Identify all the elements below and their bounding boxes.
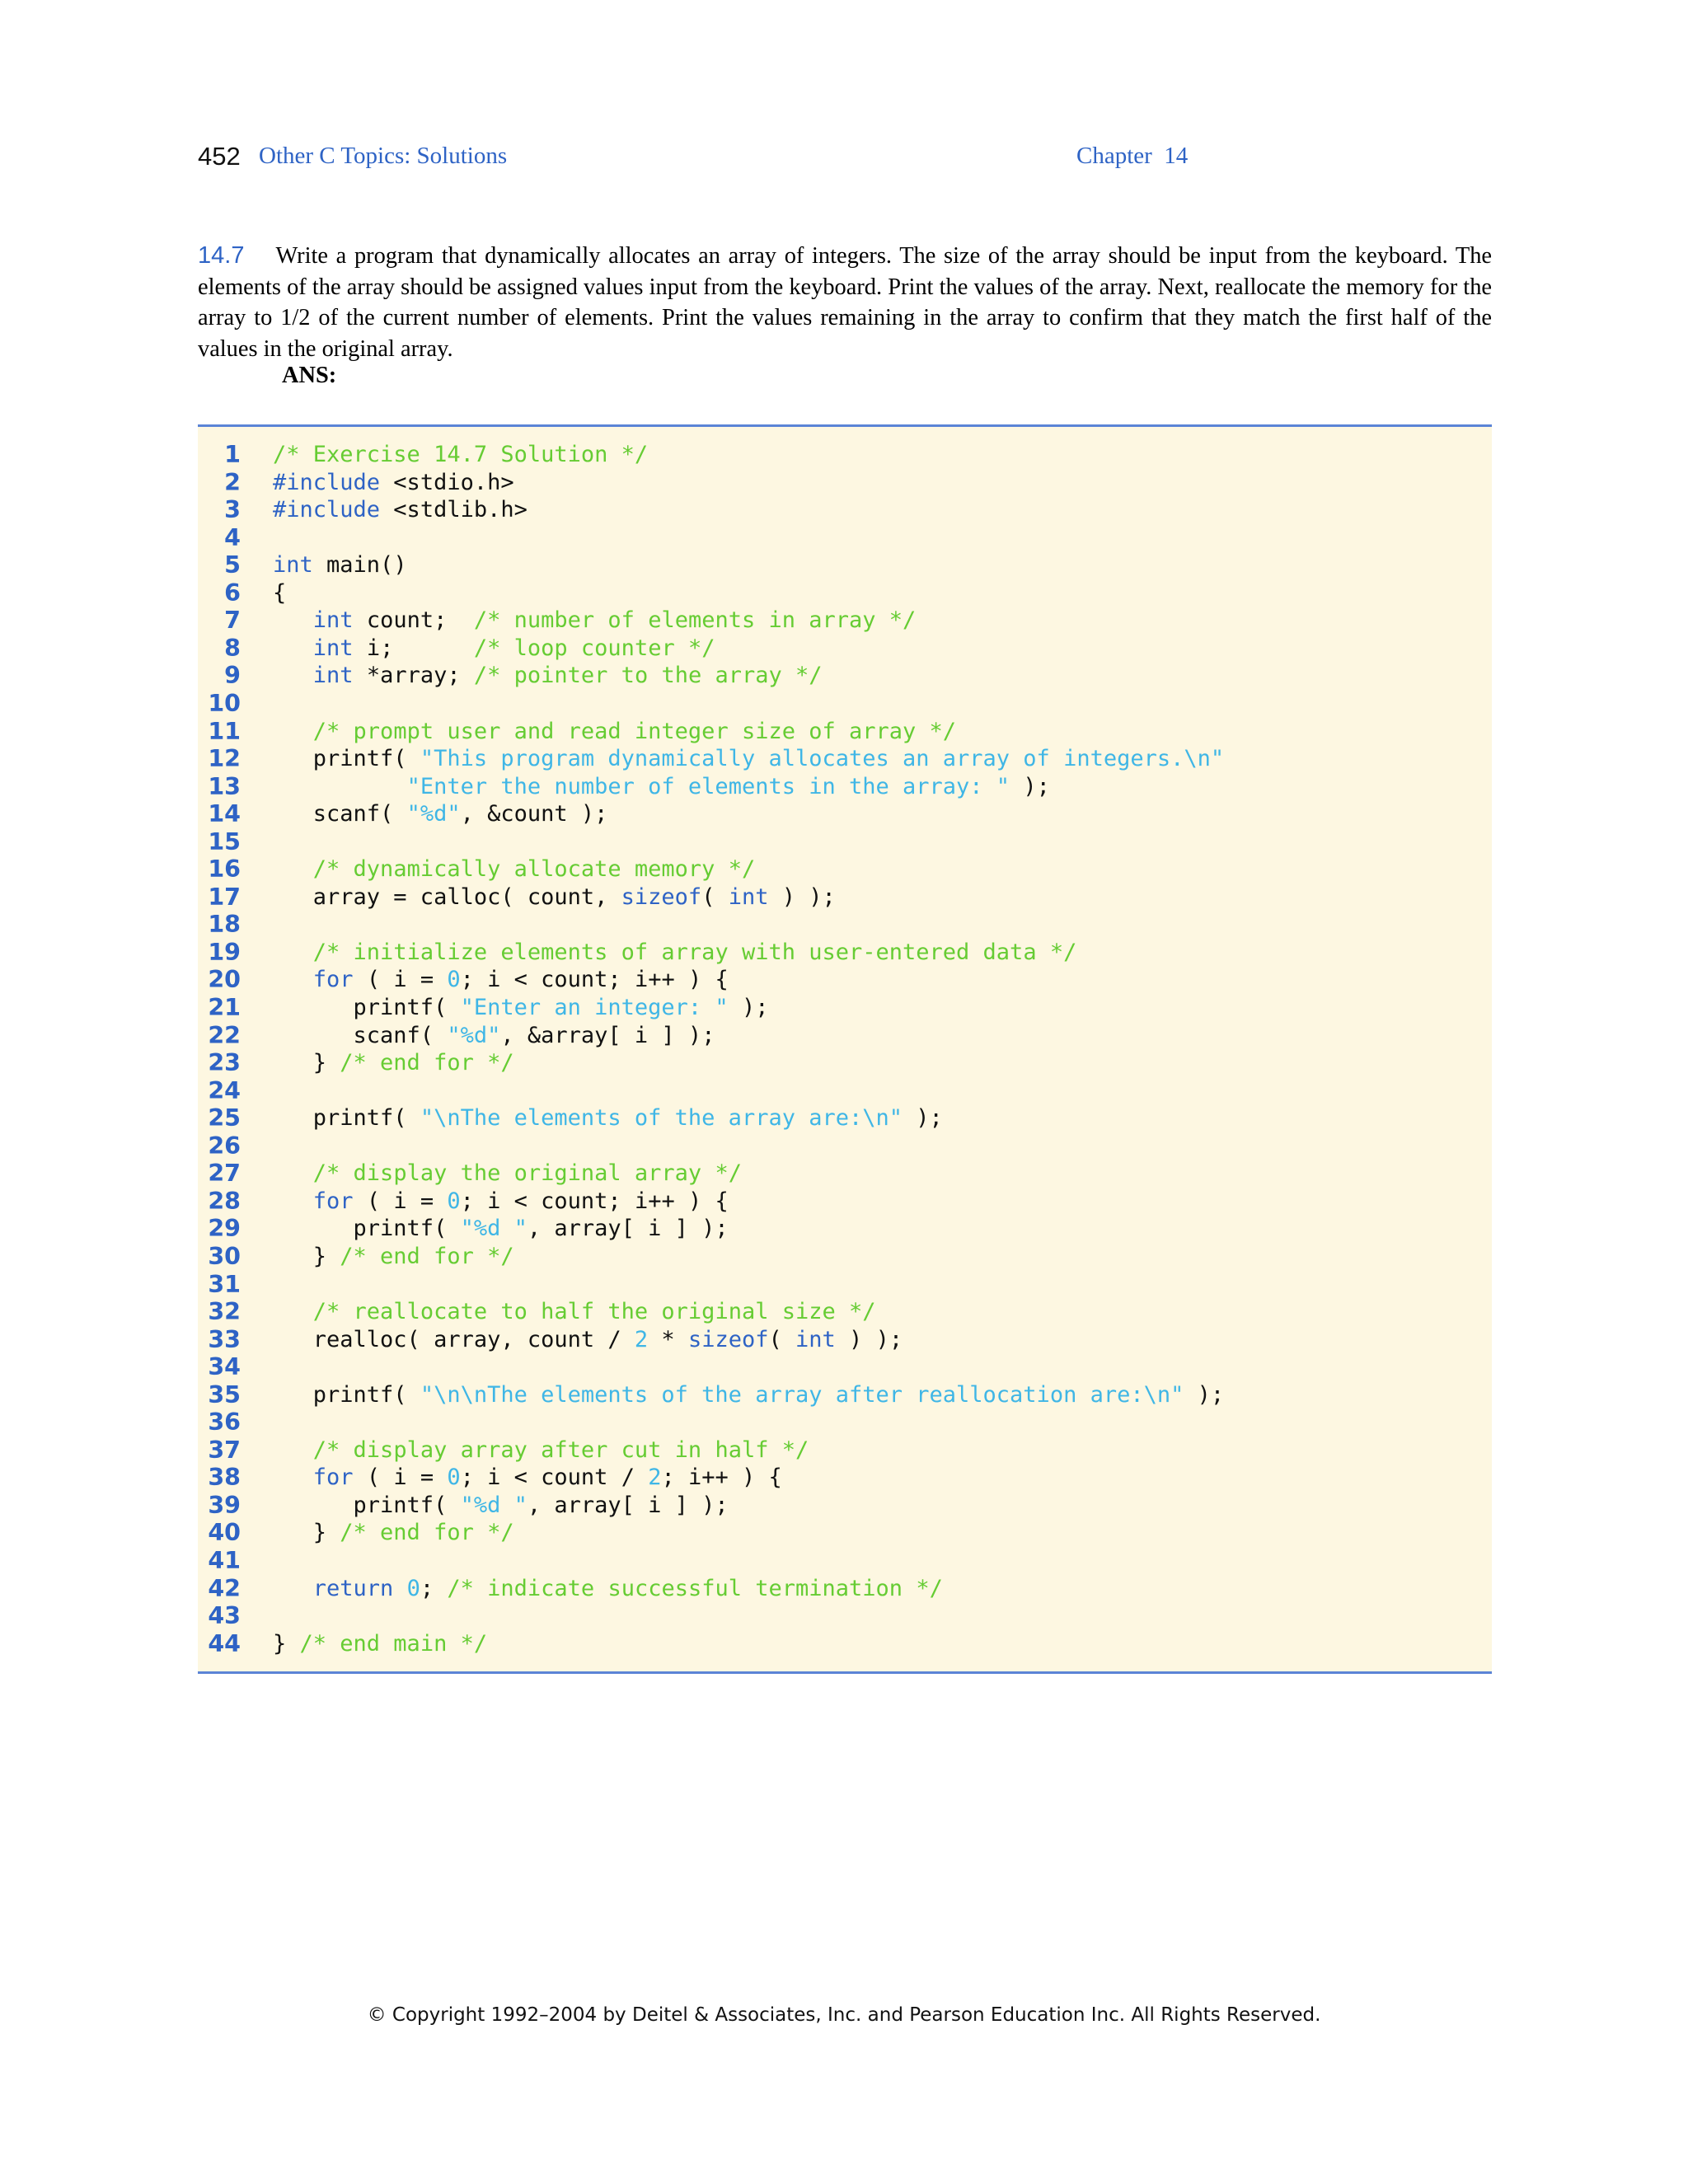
code-token-plain: count;: [353, 607, 474, 634]
code-token-keyword: int: [795, 1326, 836, 1352]
code-token-keyword: for: [312, 967, 354, 993]
line-number: 41: [208, 1547, 241, 1574]
code-token-plain: , &count );: [460, 801, 608, 827]
line-number: 18: [208, 911, 241, 939]
code-text: [273, 1298, 876, 1326]
code-token-plain: );: [903, 1105, 943, 1132]
exercise-text: Write a program that dynamically allocates an array of integers. The size of the array should be input from the keyboard. The elements of the array should be assigned values input from the keyboard. Print the values of the array. Next, reallocate the memory for the array to 1/2 of the current number of elements. Print the values remaining in the array to confirm that they match the first half of the values in the original array.: [198, 243, 1492, 362]
code-text: [273, 1436, 809, 1465]
code-line: [198, 1575, 1492, 1603]
code-text: [273, 1519, 514, 1547]
code-token-comment: /* reallocate to half the original size */: [312, 1299, 876, 1325]
code-token-plain: main(): [312, 552, 407, 579]
code-text: [273, 579, 286, 607]
code-token-plain: (: [701, 883, 729, 910]
code-text: [273, 469, 514, 497]
line-number: 25: [208, 1104, 241, 1132]
line-number: 40: [208, 1519, 241, 1547]
code-token-comment: /* display the original array */: [312, 1160, 742, 1187]
code-text: [273, 1492, 729, 1520]
code-token-plain: [273, 663, 313, 688]
code-token-plain: ) );: [768, 883, 836, 910]
line-number: 27: [208, 1160, 241, 1188]
line-number: 7: [224, 607, 241, 635]
code-text: [273, 551, 407, 579]
line-number: 21: [208, 994, 241, 1021]
code-line: [198, 579, 1492, 607]
code-token-plain: [393, 1576, 406, 1601]
line-number: 9: [224, 662, 241, 690]
code-line: [198, 1298, 1492, 1326]
code-token-plain: [273, 607, 313, 633]
line-number: 15: [208, 827, 241, 855]
code-token-comment: /* end main */: [299, 1630, 488, 1657]
line-number: 32: [208, 1298, 241, 1326]
code-token-plain: printf(: [273, 1105, 420, 1132]
line-number: 16: [208, 855, 241, 883]
code-token-comment: /* prompt user and read integer size of array */: [312, 718, 957, 744]
code-token-plain: printf(: [273, 746, 420, 772]
code-token-keyword: for: [312, 1465, 354, 1491]
code-text: [273, 607, 916, 635]
code-line: [198, 855, 1492, 883]
code-line: [198, 441, 1492, 469]
code-text: [273, 800, 607, 828]
line-number: 4: [224, 523, 241, 551]
chapter-label: Chapter 14: [1076, 143, 1189, 169]
code-token-plain: }: [273, 1243, 340, 1269]
line-number: 17: [208, 883, 241, 911]
code-token-plain: [273, 1576, 313, 1601]
code-token-plain: array = calloc( count,: [273, 883, 621, 910]
code-line: [198, 1602, 1492, 1630]
running-header: [198, 142, 1195, 175]
code-token-comment: /* indicate successful termination */: [447, 1575, 943, 1601]
code-text: [273, 496, 528, 524]
code-token-plain: [273, 1437, 313, 1463]
code-token-plain: );: [728, 995, 769, 1020]
code-token-plain: printf(: [273, 1381, 420, 1408]
code-token-plain: i;: [353, 635, 474, 661]
code-line: [198, 1408, 1492, 1436]
code-line: [198, 718, 1492, 746]
code-text: [273, 939, 1076, 967]
code-token-keyword: #include: [273, 469, 381, 495]
code-text: [273, 883, 836, 912]
code-text: [273, 1215, 729, 1243]
code-line: [198, 1630, 1492, 1658]
code-line: [198, 607, 1492, 635]
code-line: [198, 745, 1492, 773]
code-token-plain: [273, 719, 313, 744]
code-token-plain: scanf(: [273, 1022, 448, 1048]
code-token-plain: );: [1010, 773, 1050, 799]
code-text: [273, 773, 1050, 801]
code-token-plain: <stdio.h>: [380, 469, 514, 495]
code-token-plain: }: [273, 1050, 340, 1076]
code-text: [273, 635, 715, 663]
line-number: 34: [208, 1353, 241, 1381]
line-number: 5: [224, 551, 241, 579]
line-number: 2: [224, 468, 241, 496]
code-token-plain: *array;: [353, 663, 474, 689]
code-token-comment: /* loop counter */: [473, 635, 715, 661]
code-text: [273, 1381, 1224, 1409]
code-token-string: "This program dynamically allocates an array of integers.\n": [420, 746, 1225, 772]
code-token-keyword: sizeof: [687, 1326, 769, 1352]
page-number: 452: [198, 142, 241, 171]
code-text: [273, 1049, 514, 1077]
code-token-plain: ) );: [835, 1326, 903, 1352]
code-text: [273, 1188, 729, 1216]
code-token-string: "Enter the number of elements in the array: ": [406, 773, 1010, 799]
code-token-plain: <stdlib.h>: [380, 497, 528, 523]
code-line: [198, 911, 1492, 939]
line-number: 12: [208, 745, 241, 773]
code-token-plain: [273, 940, 313, 965]
code-text: [273, 1243, 514, 1271]
code-token-plain: , &array[ i ] );: [500, 1022, 715, 1048]
running-title: Other C Topics: Solutions: [259, 143, 508, 169]
code-token-keyword: int: [312, 663, 354, 689]
copyright-footer: © Copyright 1992–2004 by Deitel & Associates, Inc. and Pearson Education Inc. All Rights Reserved.: [367, 2004, 1321, 2026]
code-line: [198, 966, 1492, 994]
code-token-plain: realloc( array, count /: [273, 1326, 635, 1352]
code-token-comment: /* Exercise 14.7 Solution */: [273, 442, 649, 467]
line-number: 24: [208, 1076, 241, 1104]
code-token-comment: /* end for */: [340, 1520, 514, 1546]
line-number: 44: [208, 1629, 241, 1657]
code-token-string: "%d ": [460, 1492, 528, 1518]
code-token-keyword: int: [728, 883, 769, 910]
code-token-number: 2: [648, 1465, 662, 1491]
code-line: [198, 524, 1492, 552]
line-number: 22: [208, 1021, 241, 1049]
code-text: [273, 1575, 943, 1603]
line-number: 35: [208, 1380, 241, 1408]
code-token-comment: /* pointer to the array */: [473, 663, 823, 689]
code-token-comment: /* initialize elements of array with user-entered data */: [312, 939, 1077, 965]
code-line: [198, 635, 1492, 663]
code-line: [198, 690, 1492, 718]
code-token-plain: ; i < count; i++ ) {: [460, 967, 729, 993]
code-text: [273, 441, 648, 469]
line-number: 23: [208, 1049, 241, 1077]
code-token-plain: [273, 1160, 313, 1186]
code-token-plain: printf(: [273, 995, 461, 1020]
line-number: 1: [224, 441, 241, 468]
code-token-plain: }: [273, 1520, 340, 1546]
code-token-plain: [273, 774, 407, 799]
code-line: [198, 800, 1492, 828]
line-number: 20: [208, 966, 241, 994]
code-token-plain: [273, 1465, 313, 1490]
code-line: [198, 1381, 1492, 1409]
code-token-plain: [273, 635, 313, 661]
code-token-plain: , array[ i ] );: [527, 1492, 729, 1518]
exercise-number: 14.7: [198, 242, 245, 269]
code-token-plain: (: [768, 1326, 796, 1352]
code-line: [198, 1160, 1492, 1188]
code-line: [198, 1436, 1492, 1465]
code-text: [273, 662, 823, 690]
code-line: [198, 1464, 1492, 1492]
line-number: 30: [208, 1242, 241, 1270]
code-token-plain: [273, 856, 313, 882]
code-text: [273, 1104, 943, 1132]
code-token-plain: ; i < count; i++ ) {: [460, 1188, 729, 1214]
code-line: [198, 1215, 1492, 1243]
code-token-plain: ; i++ ) {: [661, 1465, 782, 1491]
code-token-plain: , array[ i ] );: [527, 1216, 729, 1242]
code-line: [198, 994, 1492, 1022]
code-token-plain: ; i < count /: [460, 1465, 649, 1491]
code-text: [273, 718, 956, 746]
answer-label: ANS:: [282, 363, 337, 388]
line-number: 11: [208, 717, 241, 745]
code-text: [273, 1326, 903, 1354]
code-token-string: "\nThe elements of the array are:\n": [420, 1105, 903, 1132]
code-line: [198, 1243, 1492, 1271]
code-token-string: "%d": [406, 801, 461, 827]
code-line: [198, 1492, 1492, 1520]
code-token-keyword: int: [273, 552, 313, 579]
code-token-plain: ( i =: [353, 1188, 448, 1214]
code-token-plain: ( i =: [353, 967, 448, 993]
code-token-plain: scanf(: [273, 801, 407, 827]
code-token-number: 0: [447, 1465, 461, 1491]
line-number: 29: [208, 1215, 241, 1243]
line-number: 36: [208, 1408, 241, 1436]
line-number: 38: [208, 1464, 241, 1492]
code-line: [198, 496, 1492, 524]
line-number: 43: [208, 1602, 241, 1630]
code-token-keyword: sizeof: [621, 883, 702, 910]
code-text: [273, 994, 768, 1022]
code-token-keyword: int: [312, 635, 354, 661]
line-number: 8: [224, 634, 241, 662]
code-line: [198, 939, 1492, 967]
line-number: 37: [208, 1436, 241, 1464]
code-token-string: "%d": [447, 1022, 501, 1048]
line-number: 10: [208, 689, 241, 717]
code-token-comment: /* number of elements in array */: [473, 607, 917, 634]
exercise-statement: [198, 241, 1492, 364]
code-line: [198, 883, 1492, 912]
code-line: [198, 1104, 1492, 1132]
code-line: [198, 469, 1492, 497]
code-token-comment: /* display array after cut in half */: [312, 1436, 809, 1463]
code-line: [198, 1271, 1492, 1299]
code-line: [198, 1326, 1492, 1354]
code-text: [273, 966, 729, 994]
line-number: 14: [208, 800, 241, 828]
code-token-string: "\n\nThe elements of the array after reallocation are:\n": [420, 1381, 1184, 1408]
code-line: [198, 1188, 1492, 1216]
line-number: 19: [208, 938, 241, 966]
line-number: 31: [208, 1270, 241, 1298]
line-number: 28: [208, 1187, 241, 1215]
code-token-plain: {: [273, 579, 287, 606]
code-line: [198, 773, 1492, 801]
code-text: [273, 1630, 487, 1658]
line-number: 13: [208, 772, 241, 800]
code-token-comment: /* end for */: [340, 1243, 514, 1269]
code-token-plain: *: [648, 1326, 688, 1352]
line-number: 39: [208, 1491, 241, 1519]
code-token-comment: /* end for */: [340, 1050, 514, 1076]
code-token-plain: );: [1184, 1381, 1225, 1408]
line-number: 42: [208, 1574, 241, 1602]
line-number: 6: [224, 579, 241, 607]
line-number: 26: [208, 1132, 241, 1160]
line-number: 33: [208, 1325, 241, 1353]
code-line: [198, 1049, 1492, 1077]
code-token-number: 0: [447, 967, 461, 993]
code-listing: [198, 424, 1492, 1674]
code-token-number: 2: [634, 1326, 649, 1352]
code-text: [273, 1464, 782, 1492]
code-line: [198, 1547, 1492, 1575]
code-token-number: 0: [406, 1575, 420, 1601]
code-text: [273, 1022, 715, 1050]
code-token-string: "%d ": [460, 1216, 528, 1242]
code-text: [273, 1160, 742, 1188]
code-token-plain: [273, 1188, 313, 1214]
line-number: 3: [224, 496, 241, 524]
code-text: [273, 745, 1224, 773]
code-token-plain: }: [273, 1630, 300, 1657]
code-token-plain: ( i =: [353, 1465, 448, 1491]
code-line: [198, 1077, 1492, 1105]
code-token-number: 0: [447, 1188, 461, 1214]
code-text: [273, 855, 755, 883]
code-token-keyword: for: [312, 1188, 354, 1214]
code-token-keyword: #include: [273, 497, 381, 523]
code-token-keyword: return: [312, 1575, 394, 1601]
code-token-comment: /* dynamically allocate memory */: [312, 856, 756, 883]
code-line: [198, 551, 1492, 579]
code-line: [198, 1519, 1492, 1547]
code-line: [198, 1022, 1492, 1050]
code-token-plain: printf(: [273, 1216, 461, 1242]
code-token-plain: [273, 967, 313, 992]
code-token-plain: [273, 1299, 313, 1324]
code-line: [198, 828, 1492, 856]
code-line: [198, 662, 1492, 690]
code-line: [198, 1353, 1492, 1381]
code-token-plain: printf(: [273, 1492, 461, 1518]
code-token-plain: ;: [420, 1575, 448, 1601]
code-token-keyword: int: [312, 607, 354, 634]
code-token-string: "Enter an integer: ": [460, 995, 729, 1020]
code-line: [198, 1132, 1492, 1160]
